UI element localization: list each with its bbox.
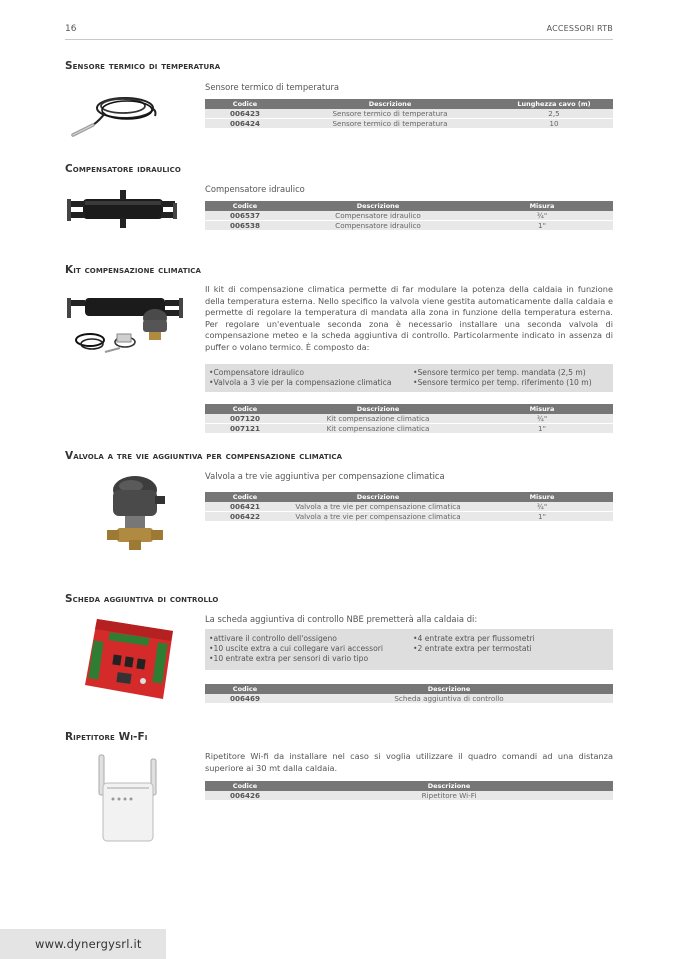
section-heading: Kit compensazione climatica [65, 264, 202, 276]
spec-table [205, 99, 613, 129]
three-way-valve-image [95, 472, 175, 552]
col-header: Codice [205, 684, 285, 694]
list-item: • 4 entrate extra per flussometri [413, 634, 613, 644]
spec-table [205, 781, 613, 801]
spec-table [205, 201, 613, 231]
hydraulic-compensator-image [65, 187, 185, 237]
section-scheda [65, 593, 613, 703]
product-intro: Ripetitore Wi-fi da installare nel caso si voglia utilizzare il quadro comandi ad una distanza superiore ai 30 mt dalla caldaia. [205, 751, 613, 773]
table-row: 007121 Kit compensazione climatica 1" [205, 423, 613, 433]
table-row: 006424 Sensore termico di temperatura 10 [205, 119, 613, 129]
col-header: Descrizione [285, 201, 471, 211]
feature-list [205, 364, 613, 392]
list-item: • Compensatore idraulico [209, 368, 413, 378]
col-header: Descrizione [285, 404, 471, 414]
wifi-repeater-image [93, 753, 163, 845]
col-header: Descrizione [285, 781, 613, 791]
col-header: Misura [471, 201, 613, 211]
list-item: • 2 entrate extra per termostati [413, 644, 613, 654]
temperature-sensor-image [65, 80, 175, 142]
product-description: Il kit di compensazione climatica permette di far modulare la potenza della caldaia in funzione della temperatura esterna. Nello specifico la valvola viene gestita automaticamente dalla caldaia e permette di regolare la temperatura di mandata alla zona in funzione della temperatura esterna. Per regolare un'eventuale seconda zona è necessario installare una seconda valvola di compensazione meteo e la scheda aggiuntiva di controllo. Particolarmente indicato in assenza di puffer o volano termico. È composto da: [205, 284, 613, 352]
col-header: Codice [205, 99, 285, 109]
list-item: • Sensore termico per temp. riferimento (10 m) [413, 378, 613, 388]
section-heading: Sensore termico di temperatura [65, 60, 221, 72]
col-header: Misura [471, 404, 613, 414]
table-row: 006422 Valvola a tre vie per compensazione climatica 1" [205, 512, 613, 522]
col-header: Lunghezza cavo (m) [495, 99, 613, 109]
list-item: • 10 uscite extra a cui collegare vari accessori [209, 644, 413, 654]
page-number: 16 [65, 24, 77, 34]
list-item: • Valvola a 3 vie per la compensazione climatica [209, 378, 413, 388]
table-row: 006537 Compensatore idraulico ¾" [205, 211, 613, 221]
feature-list [205, 629, 613, 670]
col-header: Misure [471, 492, 613, 502]
col-header: Codice [205, 404, 285, 414]
table-row: 006469 Scheda aggiuntiva di controllo [205, 694, 613, 704]
spec-table [205, 684, 613, 704]
section-title: ACCESSORI RTB [546, 24, 613, 33]
section-heading: Ripetitore Wi-Fi [65, 731, 148, 743]
section-heading: Valvola a tre vie aggiuntiva per compensazione climatica [65, 450, 343, 462]
table-row: 006421 Valvola a tre vie per compensazione climatica ¾" [205, 502, 613, 512]
col-header: Codice [205, 201, 285, 211]
table-row: 006538 Compensatore idraulico 1" [205, 221, 613, 231]
table-row: 007120 Kit compensazione climatica ¾" [205, 414, 613, 424]
section-compensatore [65, 163, 613, 230]
col-header: Descrizione [285, 684, 613, 694]
table-row: 006423 Sensore termico di temperatura 2,5 [205, 109, 613, 119]
climate-kit-image [65, 290, 195, 362]
product-intro: La scheda aggiuntiva di controllo NBE premetterà alla caldaia di: [205, 614, 478, 624]
page-header [65, 24, 613, 40]
list-item: • 10 entrate extra per sensori di vario tipo [209, 654, 413, 664]
spec-table [205, 404, 613, 434]
spec-table [205, 492, 613, 522]
section-wifi [65, 731, 613, 801]
product-intro: Valvola a tre vie aggiuntiva per compensazione climatica [205, 471, 445, 481]
table-row: 006426 Ripetitore Wi-Fi [205, 791, 613, 801]
section-sensore [65, 60, 613, 128]
footer [0, 929, 166, 959]
section-heading: Compensatore idraulico [65, 163, 181, 175]
control-board-image [83, 615, 175, 701]
section-kit [65, 264, 613, 433]
col-header: Codice [205, 781, 285, 791]
list-item: • attivare il controllo dell'ossigeno [209, 634, 413, 644]
col-header: Codice [205, 492, 285, 502]
section-valvola [65, 450, 613, 521]
website-link[interactable]: www.dynergysrl.it [35, 937, 142, 951]
list-item: • Sensore termico per temp. mandata (2,5 m) [413, 368, 613, 378]
col-header: Descrizione [285, 492, 471, 502]
product-intro: Compensatore idraulico [205, 184, 305, 194]
col-header: Descrizione [285, 99, 495, 109]
product-intro: Sensore termico di temperatura [205, 82, 340, 92]
section-heading: Scheda aggiuntiva di controllo [65, 593, 219, 605]
